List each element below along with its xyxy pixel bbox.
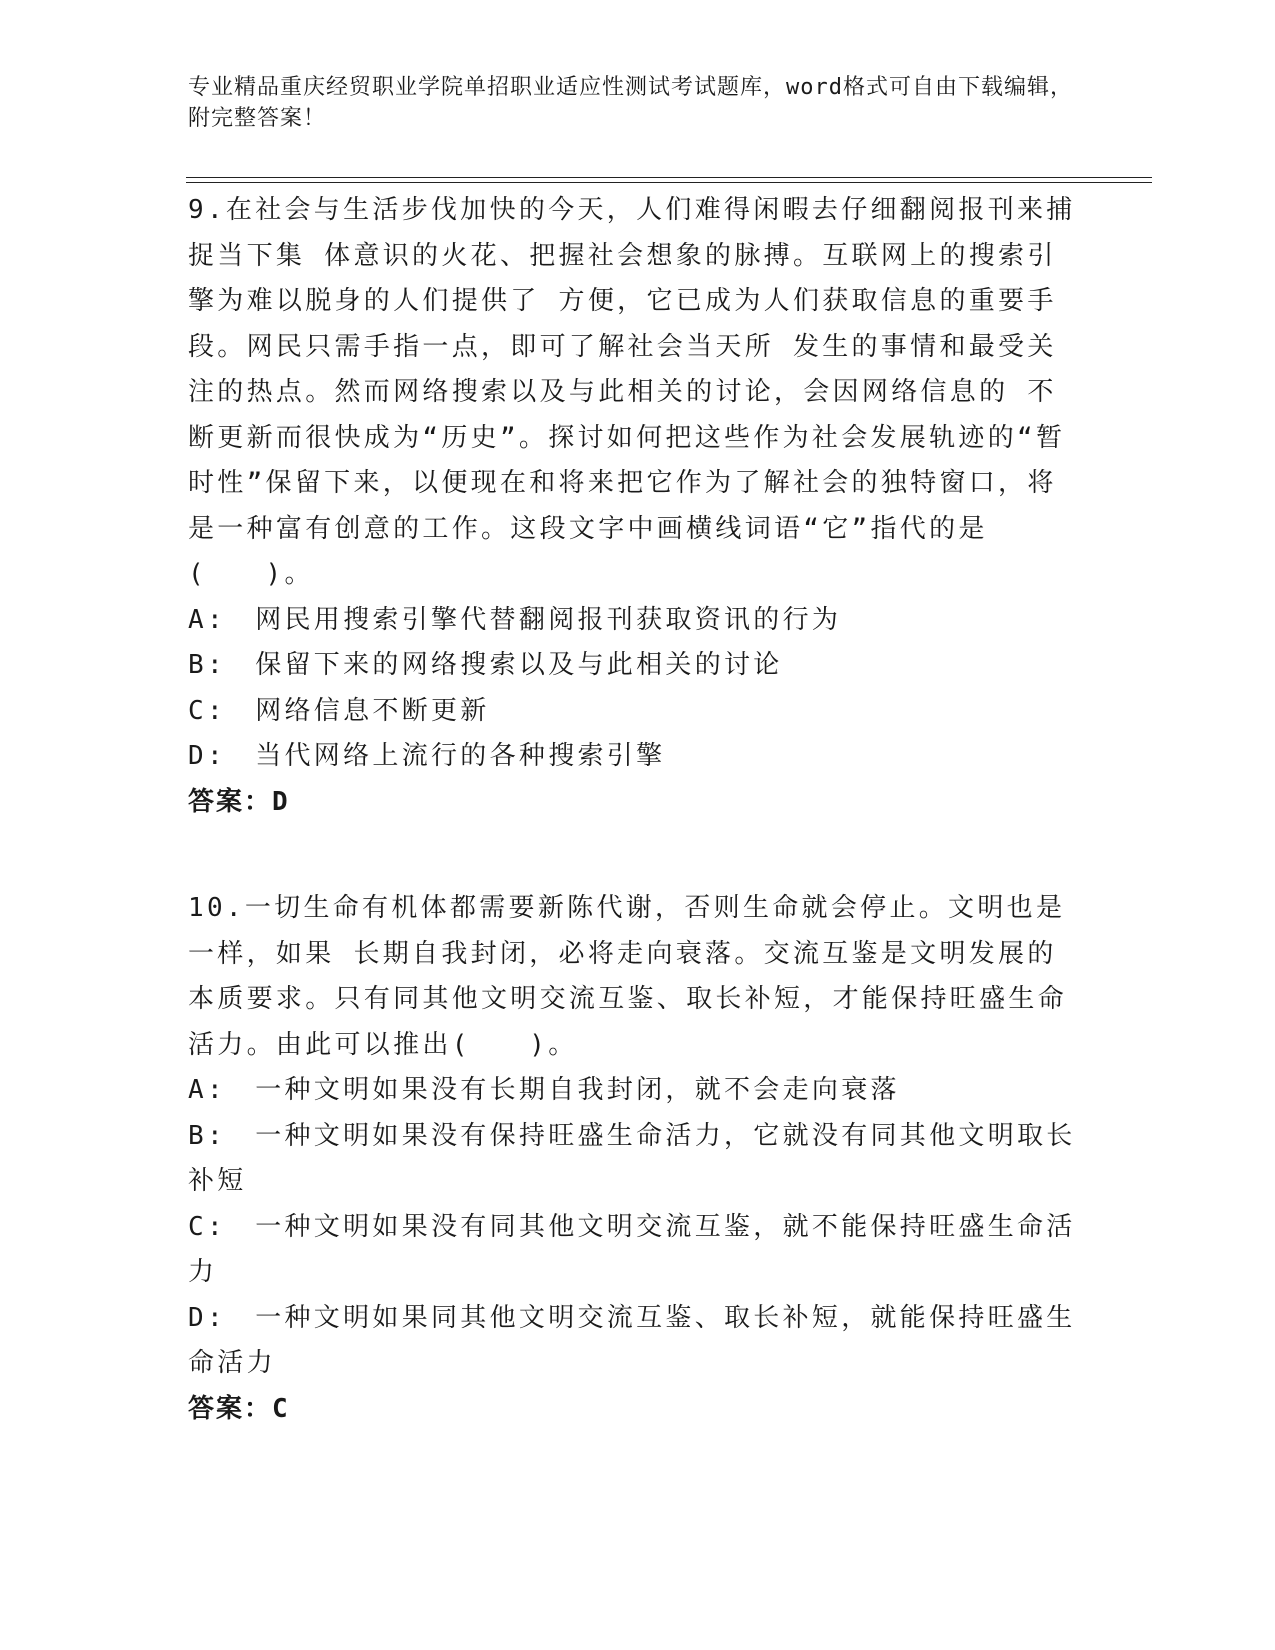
document-header: 专业精品重庆经贸职业学院单招职业适应性测试考试题库，word格式可自由下载编辑，附完整答案！ (188, 75, 1073, 131)
option-d: D: 一种文明如果同其他文明交流互鉴、取长补短，就能保持旺盛生命活力 (188, 1302, 1076, 1378)
option-c: C: 网络信息不断更新 (188, 695, 490, 726)
question-list (188, 188, 1078, 1432)
question-stem: 9.在社会与生活步伐加快的今天，人们难得闲暇去仔细翻阅报刊来捕捉当下集 体意识的火花、把握社会想象的脉搏。互联网上的搜索引擎为难以脱身的人们提供了 方便，它已成为人们获取信息的重要手段。网民只需手指一点，即可了解社会当天所 发生的事情和最受关注的热点。然而网络搜索以及与此相关的讨论，会因网络信息的 不断更新而很快成为“历史”。探讨如何把这些作为社会发展轨迹的“暂时性”保留下来，以便现在和将来把它作为了解社会的独特窗口，将是一种富有创意的工作。这段文字中画横线词语“它”指代的是( )。 (188, 195, 1076, 589)
answer-label: 答案：D (188, 786, 290, 817)
answer-label: 答案：C (188, 1393, 290, 1424)
option-b: B: 保留下来的网络搜索以及与此相关的讨论 (188, 650, 783, 680)
header-rule-top (186, 177, 1152, 178)
question-spacer (188, 825, 1078, 886)
option-b: B: 一种文明如果没有保持旺盛生命活力，它就没有同其他文明取长补短 (188, 1120, 1076, 1196)
question-stem: 10.一切生命有机体都需要新陈代谢，否则生命就会停止。文明也是一样，如果 长期自我封闭，必将走向衰落。交流互鉴是文明发展的本质要求。只有同其他文明交流互鉴、取长补短，才能保持旺盛生命活力。由此可以推出( )。 (188, 893, 1068, 1060)
option-d: D: 当代网络上流行的各种搜索引擎 (188, 741, 666, 771)
option-a: A: 网民用搜索引擎代替翻阅报刊获取资讯的行为 (188, 604, 842, 635)
header-rule-bottom (186, 182, 1152, 183)
question-10 (188, 886, 1078, 1432)
option-a: A: 一种文明如果没有长期自我封闭，就不会走向衰落 (188, 1075, 900, 1105)
question-9 (188, 188, 1078, 825)
option-c: C: 一种文明如果没有同其他文明交流互鉴，就不能保持旺盛生命活力 (188, 1211, 1076, 1287)
